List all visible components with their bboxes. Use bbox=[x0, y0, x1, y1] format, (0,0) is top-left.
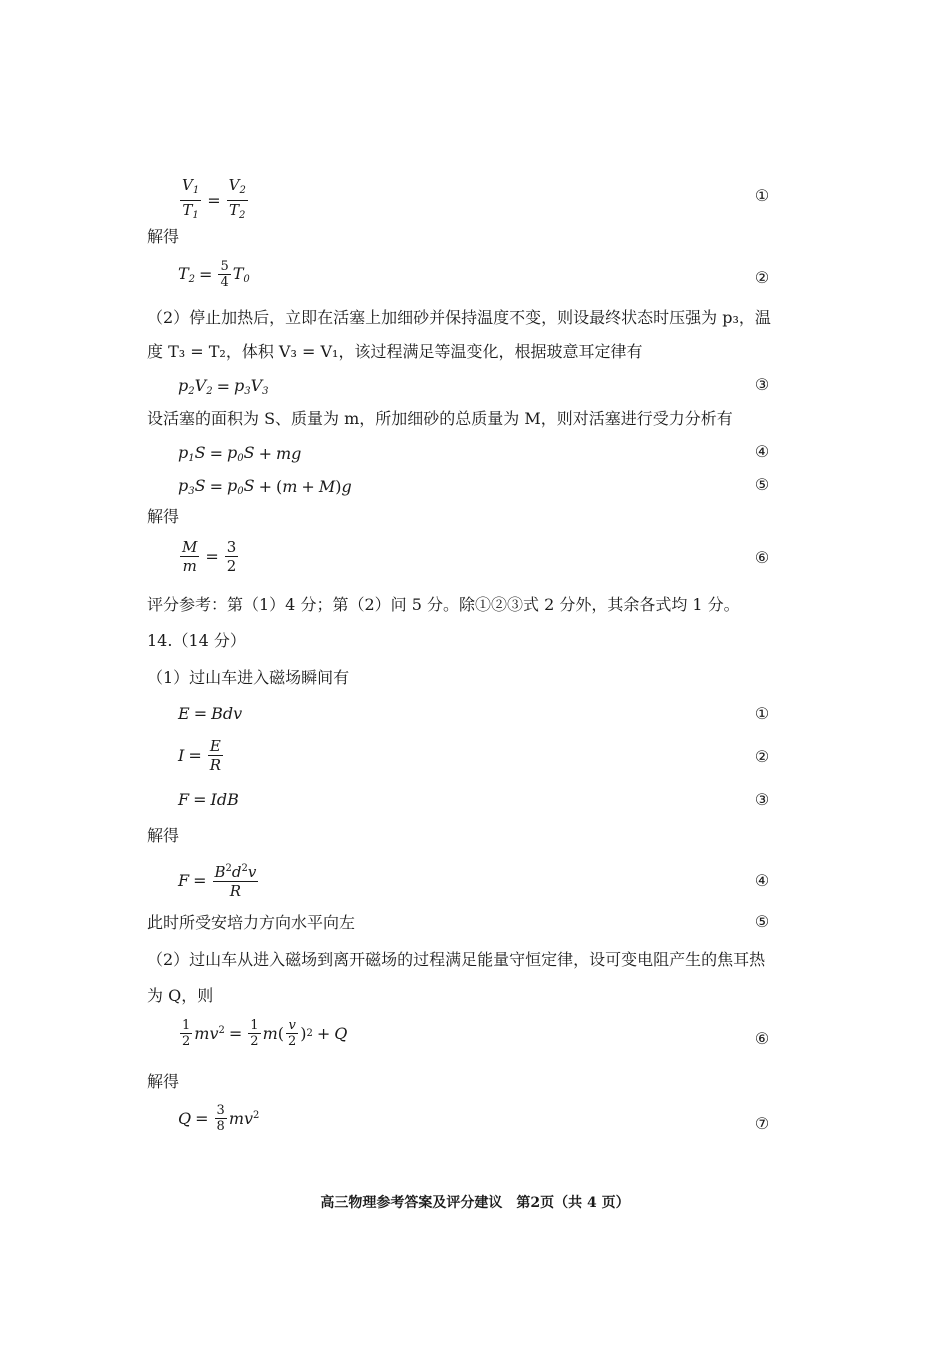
marker-2: ② bbox=[754, 268, 770, 287]
page-footer: 高三物理参考答案及评分建议 第2页（共 4 页） bbox=[320, 1195, 630, 1211]
equation-2: $T_2$ = $\frac{5}{4}$ $T_0$ bbox=[178, 259, 250, 290]
part2-text-line1: （2）停止加热后，立即在活塞上加细砂并保持温度不变，则设最终状态时压强为 p₃，温 bbox=[147, 308, 771, 327]
marker-4: ④ bbox=[754, 442, 770, 461]
part2-text-line2: 度 T₃ = T₂，体积 V₃ = V₁，该过程满足等温变化，根据玻意耳定律有 bbox=[147, 342, 643, 361]
q14-marker-5: ⑤ bbox=[754, 912, 770, 931]
q14-part1-text: （1）过山车进入磁场瞬间有 bbox=[147, 668, 350, 687]
solve-label: 解得 bbox=[147, 826, 180, 845]
q14-marker-6: ⑥ bbox=[754, 1029, 770, 1048]
marker-5: ⑤ bbox=[754, 475, 770, 494]
equation-1: $\frac{V_1}{T_1}$ = $\frac{V_2}{T_2}$ bbox=[182, 176, 246, 221]
piston-text: 设活塞的面积为 S、质量为 m，所加细砂的总质量为 M，则对活塞进行受力分析有 bbox=[147, 409, 733, 428]
q14-equation-4: F = $\frac{B^2d^2v}{R}$ bbox=[178, 860, 260, 900]
equation-3: $p_2V_2$ = $p_3V_3$ bbox=[178, 376, 269, 397]
q14-marker-3: ③ bbox=[754, 790, 770, 809]
equation-6: $\frac{M}{m}$ = $\frac{3}{2}$ bbox=[182, 538, 237, 575]
equation-5: $p_3S$ = $p_0S$ + ( m + M ) g bbox=[178, 476, 352, 497]
q14-equation-7: Q = $\frac{3}{8}$ $mv^2$ bbox=[178, 1103, 260, 1134]
question-14-title: 14.（14 分） bbox=[147, 631, 246, 650]
solve-label: 解得 bbox=[147, 507, 180, 526]
marker-3: ③ bbox=[754, 375, 770, 394]
q14-part2-text-line2: 为 Q，则 bbox=[147, 986, 214, 1005]
q14-equation-1: E = Bdv bbox=[178, 704, 243, 723]
solve-label: 解得 bbox=[147, 1072, 180, 1091]
solve-label: 解得 bbox=[147, 227, 180, 246]
q14-part2-text-line1: （2）过山车从进入磁场到离开磁场的过程满足能量守恒定律，设可变电阻产生的焦耳热 bbox=[147, 950, 766, 969]
marker-6: ⑥ bbox=[754, 548, 770, 567]
marker-1: ① bbox=[754, 186, 770, 205]
ampere-force-direction: 此时所受安培力方向水平向左 bbox=[147, 913, 356, 932]
q14-marker-1: ① bbox=[754, 704, 770, 723]
q14-equation-6: $\frac{1}{2}$ $mv^2$ = $\frac{1}{2}$ m ( $\frac{v}{2}$ ) 2 + Q bbox=[182, 1018, 348, 1049]
q14-equation-3: F = IdB bbox=[178, 790, 239, 809]
q14-marker-4: ④ bbox=[754, 871, 770, 890]
equation-4: $p_1S$ = $p_0S$ + mg bbox=[178, 443, 302, 464]
score-reference: 评分参考：第（1）4 分；第（2）问 5 分。除①②③式 2 分外，其余各式均 1 分。 bbox=[147, 595, 740, 614]
q14-marker-7: ⑦ bbox=[754, 1114, 770, 1133]
q14-equation-2: I = $\frac{E}{R}$ bbox=[178, 737, 222, 774]
q14-marker-2: ② bbox=[754, 747, 770, 766]
